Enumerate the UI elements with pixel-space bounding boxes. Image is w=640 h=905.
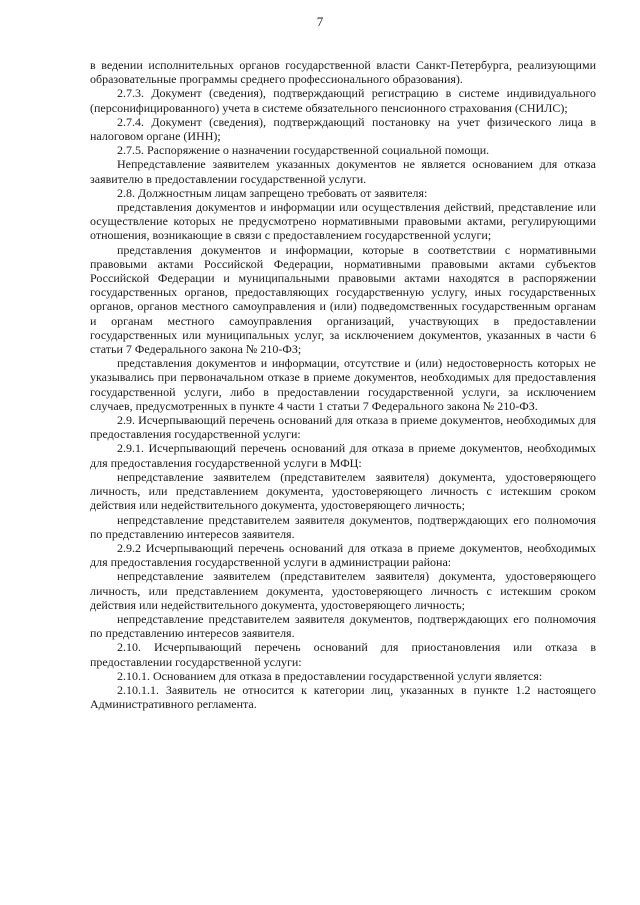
paragraph-non-submission: Непредставление заявителем указанных документов не является основанием для отказа заявителю в предоставлении государственной услуги. <box>90 157 596 186</box>
paragraph-admin-reason-2: непредставление представителем заявителя документов, подтверждающих его полномочия по представлению интересов заявителя. <box>90 611 596 641</box>
paragraph-mfc-reason-1: непредставление заявителем (представителем заявителя) документа, удостоверяющего личность, или представлением документа, удостоверяющего личность с истекшим сроком действия или недействительного документа, удостоверяющего личность; <box>90 469 596 513</box>
paragraph-2-7-5: 2.7.5. Распоряжение о назначении государственной социальной помощи. <box>117 143 490 158</box>
paragraph-continuation: в ведении исполнительных органов государственной власти Санкт-Петербурга, реализующими образовательные программы среднего профессионального образования). <box>90 58 596 87</box>
paragraph-2-9: 2.9. Исчерпывающий перечень оснований для отказа в приеме документов, необходимых для предоставления государственной услуги: <box>90 413 596 442</box>
paragraph-2-9-2: 2.9.2 Исчерпывающий перечень оснований для отказа в приеме документов, необходимых для предоставления государственной услуги в администрации района: <box>90 540 596 570</box>
paragraph-prohibition-1: представления документов и информации или осуществления действий, представление или осуществление которых не предусмотрено нормативными правовыми актами, регулирующими отношения, возникающие в связи с предоставлением государственной услуги; <box>90 200 596 243</box>
paragraph-mfc-reason-2: непредставление представителем заявителя документов, подтверждающих его полномочия по представлению интересов заявителя. <box>90 512 596 541</box>
paragraph-2-10-1-1: 2.10.1.1. Заявитель не относится к категории лиц, указанных в пункте 1.2 настоящего Административного регламента. <box>90 682 596 712</box>
paragraph-admin-reason-1: непредставление заявителем (представителем заявителя) документа, удостоверяющего личность, или представлением документа, удостоверяющего личность с истекшим сроком действия или недействительного документа, удостоверяющего личность; <box>90 569 596 612</box>
paragraph-2-10: 2.10. Исчерпывающий перечень оснований для приостановления или отказа в предоставлении государственной услуги: <box>90 640 596 669</box>
document-body <box>90 58 596 711</box>
paragraph-2-10-1: 2.10.1. Основанием для отказа в предоставлении государственной услуги является: <box>117 668 543 683</box>
paragraph-2-8: 2.8. Должностным лицам запрещено требовать от заявителя: <box>117 185 428 200</box>
paragraph-2-9-1: 2.9.1. Исчерпывающий перечень оснований для отказа в приеме документов, необходимых для предоставления государственной услуги в МФЦ: <box>90 441 596 470</box>
paragraph-2-7-4: 2.7.4. Документ (сведения), подтверждающий постановку на учет физического лица в налоговом органе (ИНН); <box>90 114 596 144</box>
paragraph-prohibition-3: представления документов и информации, отсутствие и (или) недостоверность которых не указывались при первоначальном отказе в приеме документов, необходимых для предоставления государственной услуги, либо в предоставлении государственной услуги, за исключением случаев, предусмотренных в пункте 4 части 1 статьи 7 Федерального закона № 210-ФЗ. <box>90 356 596 413</box>
paragraph-2-7-3: 2.7.3. Документ (сведения), подтверждающий регистрацию в системе индивидуального (персонифицированного) учета в системе обязательного пенсионного страхования (СНИЛС); <box>90 86 596 115</box>
paragraph-prohibition-2: представления документов и информации, которые в соответствии с нормативными правовыми актами Российской Федерации, нормативными правовыми актами субъектов Российской Федерации и муниципальными правовыми актами находятся в распоряжении государственных органов, предоставляющих государственную услугу, иных государственных органов, органов местного самоуправления и (или) подведомственных государственным органам и органам местного самоуправления организаций, участвующих в предоставлении государственных или муниципальных услуг, за исключением документов, указанных в части 6 статьи 7 Федерального закона № 210-ФЗ; <box>90 242 596 357</box>
page-number: 7 <box>316 14 324 29</box>
